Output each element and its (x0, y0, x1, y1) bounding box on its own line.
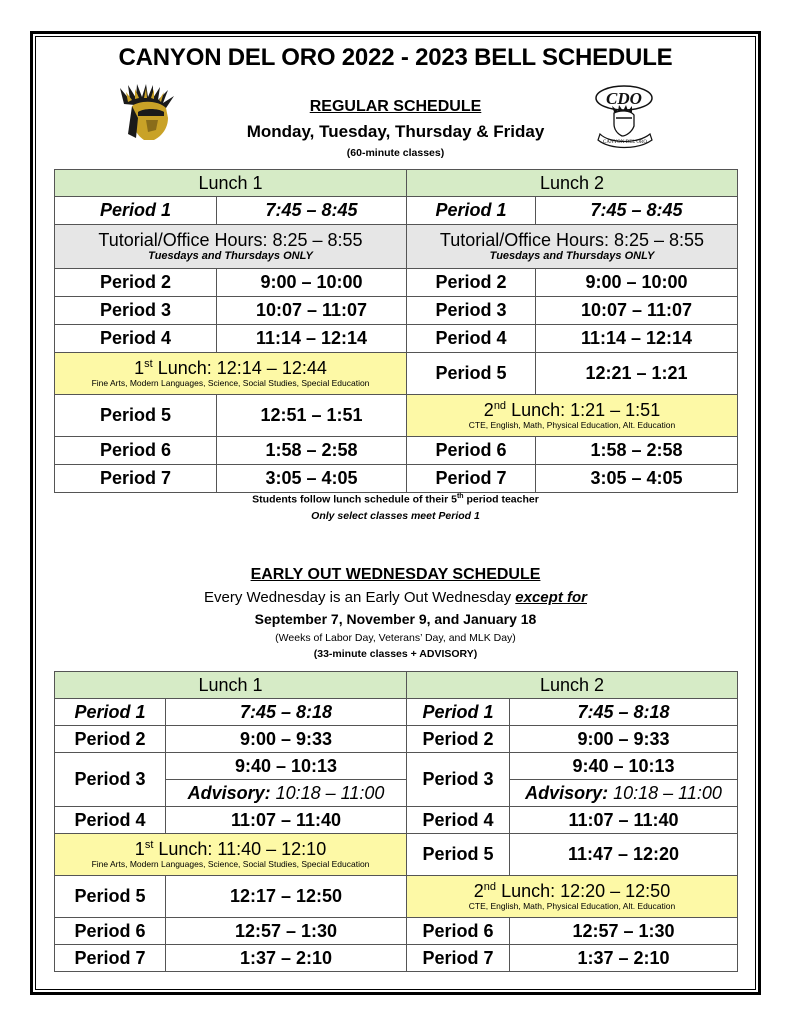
early-line2: September 7, November 9, and January 18 (254, 611, 537, 627)
regular-note-period1: Only select classes meet Period 1 (311, 510, 480, 522)
regular-l2-period5-time: 12:21 – 1:21 (536, 353, 738, 395)
regular-l2-period6: Period 6 (407, 437, 536, 465)
early-second-lunch-depts: CTE, English, Math, Physical Education, Alt. Education (468, 901, 676, 912)
regular-l1-period4-time: 11:14 – 12:14 (217, 325, 407, 353)
page-title: CANYON DEL ORO 2022 - 2023 BELL SCHEDULE (118, 44, 673, 71)
early-l1-period6: Period 6 (55, 918, 166, 945)
early-l2-period5-time: 11:47 – 12:20 (510, 834, 738, 876)
regular-schedule-days: Monday, Tuesday, Thursday & Friday (246, 122, 545, 141)
early-l2-period4-time: 11:07 – 11:40 (510, 807, 738, 834)
regular-l1-period4: Period 4 (55, 325, 217, 353)
early-l2-period3: Period 3 (407, 753, 510, 807)
regular-l1-period6-time: 1:58 – 2:58 (217, 437, 407, 465)
early-l2-period3-time: 9:40 – 10:13 (510, 753, 738, 780)
regular-l1-tutorial-note: Tuesdays and Thursdays ONLY (148, 249, 313, 262)
early-l1-period5-time: 12:17 – 12:50 (166, 876, 407, 918)
regular-note-lunch-sup: th (456, 493, 464, 500)
early-l1-advisory (166, 780, 407, 807)
regular-note-lunch (0, 493, 791, 506)
early-first-lunch-ordinal: 1 (134, 838, 145, 859)
regular-l2-period3: Period 3 (407, 297, 536, 325)
regular-l2-period1-time: 7:45 – 8:45 (536, 197, 738, 225)
regular-second-lunch-text: Lunch: 1:21 – 1:51 (511, 399, 661, 420)
early-l2-advisory (510, 780, 738, 807)
early-l1-period3-time: 9:40 – 10:13 (166, 753, 407, 780)
regular-l2-period3-time: 10:07 – 11:07 (536, 297, 738, 325)
regular-second-lunch-depts: CTE, English, Math, Physical Education, Alt. Education (468, 420, 676, 431)
regular-l1-period5-time: 12:51 – 1:51 (217, 395, 407, 437)
early-second-lunch (407, 876, 738, 918)
early-l1-period4: Period 4 (55, 807, 166, 834)
cdo-logo-text: CDO (606, 89, 642, 108)
early-first-lunch (55, 834, 407, 876)
regular-l2-period5: Period 5 (407, 353, 536, 395)
early-second-lunch-text: Lunch: 12:20 – 12:50 (501, 880, 671, 901)
cdo-logo-ring-text: CANYON DEL ORO (603, 140, 647, 145)
regular-l1-period7: Period 7 (55, 465, 217, 493)
early-l1-advisory-label: Advisory: (187, 782, 271, 803)
early-l2-period2: Period 2 (407, 726, 510, 753)
early-schedule-table (54, 671, 738, 972)
regular-class-length: (60-minute classes) (346, 147, 445, 159)
early-l2-period5: Period 5 (407, 834, 510, 876)
early-second-lunch-sup: nd (483, 880, 497, 893)
regular-l1-period7-time: 3:05 – 4:05 (217, 465, 407, 493)
early-l2-period1: Period 1 (407, 699, 510, 726)
regular-lunch1-header: Lunch 1 (55, 170, 407, 197)
early-lunch1-header: Lunch 1 (55, 672, 407, 699)
early-line4: (33-minute classes + ADVISORY) (313, 648, 478, 660)
early-line1 (0, 589, 791, 606)
regular-schedule-table (54, 169, 738, 493)
regular-l1-period5: Period 5 (55, 395, 217, 437)
early-line1-except: except for (515, 589, 587, 606)
regular-first-lunch-text: Lunch: 12:14 – 12:44 (157, 357, 327, 378)
early-line1-a: Every Wednesday is an Early Out Wednesday (204, 589, 516, 606)
early-l2-advisory-time: 10:18 – 11:00 (608, 782, 722, 803)
early-l1-period7: Period 7 (55, 945, 166, 972)
regular-l1-period3-time: 10:07 – 11:07 (217, 297, 407, 325)
regular-lunch2-header: Lunch 2 (407, 170, 738, 197)
early-first-lunch-sup: st (144, 838, 154, 851)
regular-second-lunch (407, 395, 738, 437)
early-l2-period7: Period 7 (407, 945, 510, 972)
early-l1-period3: Period 3 (55, 753, 166, 807)
regular-first-lunch-ordinal: 1 (134, 357, 145, 378)
regular-schedule-heading: REGULAR SCHEDULE (309, 98, 482, 115)
early-l2-period1-time: 7:45 – 8:18 (510, 699, 738, 726)
early-l1-advisory-time: 10:18 – 11:00 (270, 782, 385, 803)
early-l1-period1: Period 1 (55, 699, 166, 726)
early-lunch2-header: Lunch 2 (407, 672, 738, 699)
regular-l2-period7: Period 7 (407, 465, 536, 493)
regular-second-lunch-ordinal: 2 (483, 399, 494, 420)
regular-l2-period4-time: 11:14 – 12:14 (536, 325, 738, 353)
regular-note-lunch-a: Students follow lunch schedule of their 5 (252, 493, 457, 506)
regular-first-lunch-depts: Fine Arts, Modern Languages, Science, Social Studies, Special Education (91, 378, 370, 389)
early-l1-period5: Period 5 (55, 876, 166, 918)
regular-l2-period2: Period 2 (407, 269, 536, 297)
regular-l2-tutorial-text: Tutorial/Office Hours: 8:25 – 8:55 (439, 229, 705, 250)
regular-l2-period2-time: 9:00 – 10:00 (536, 269, 738, 297)
regular-l1-period2-time: 9:00 – 10:00 (217, 269, 407, 297)
regular-l2-tutorial (407, 225, 738, 269)
early-l2-advisory-label: Advisory: (525, 782, 609, 803)
regular-l1-tutorial (55, 225, 407, 269)
early-l2-period6-time: 12:57 – 1:30 (510, 918, 738, 945)
early-l1-period6-time: 12:57 – 1:30 (166, 918, 407, 945)
early-first-lunch-depts: Fine Arts, Modern Languages, Science, Social Studies, Special Education (91, 859, 370, 870)
early-l2-period2-time: 9:00 – 9:33 (510, 726, 738, 753)
regular-l2-period6-time: 1:58 – 2:58 (536, 437, 738, 465)
early-l1-period2-time: 9:00 – 9:33 (166, 726, 407, 753)
early-l2-period7-time: 1:37 – 2:10 (510, 945, 738, 972)
regular-first-lunch (55, 353, 407, 395)
early-first-lunch-text: Lunch: 11:40 – 12:10 (158, 838, 327, 859)
regular-second-lunch-sup: nd (493, 399, 507, 412)
regular-l2-period1: Period 1 (407, 197, 536, 225)
regular-l1-period1-time: 7:45 – 8:45 (217, 197, 407, 225)
regular-first-lunch-sup: st (144, 357, 153, 370)
regular-l1-period6: Period 6 (55, 437, 217, 465)
early-l1-period2: Period 2 (55, 726, 166, 753)
early-second-lunch-ordinal: 2 (473, 880, 484, 901)
early-line3: (Weeks of Labor Day, Veterans’ Day, and MLK Day) (275, 632, 516, 644)
early-l1-period7-time: 1:37 – 2:10 (166, 945, 407, 972)
regular-l2-tutorial-note: Tuesdays and Thursdays ONLY (489, 249, 655, 262)
regular-l1-period2: Period 2 (55, 269, 217, 297)
regular-l1-period1: Period 1 (55, 197, 217, 225)
regular-l2-period7-time: 3:05 – 4:05 (536, 465, 738, 493)
regular-note-lunch-b: period teacher (463, 493, 539, 506)
early-l1-period1-time: 7:45 – 8:18 (166, 699, 407, 726)
early-l2-period6: Period 6 (407, 918, 510, 945)
early-schedule-heading: EARLY OUT WEDNESDAY SCHEDULE (250, 566, 541, 583)
regular-l1-tutorial-text: Tutorial/Office Hours: 8:25 – 8:55 (98, 229, 363, 250)
regular-l2-period4: Period 4 (407, 325, 536, 353)
regular-l1-period3: Period 3 (55, 297, 217, 325)
early-l1-period4-time: 11:07 – 11:40 (166, 807, 407, 834)
early-l2-period4: Period 4 (407, 807, 510, 834)
